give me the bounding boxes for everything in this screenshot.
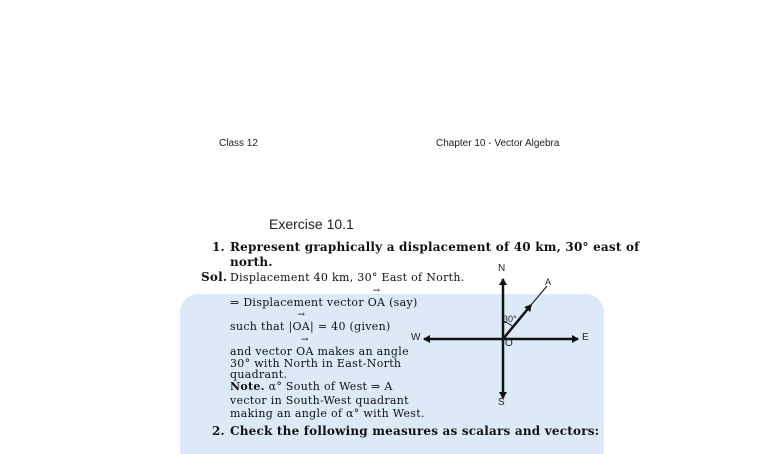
south-label: S	[498, 397, 505, 408]
solution-line3-suffix: | = 40 (given)	[310, 320, 391, 333]
vector-oa-label: OA	[292, 320, 311, 333]
north-label: N	[498, 263, 506, 274]
question-2-text: Check the following measures as scalars and vectors:	[230, 424, 600, 438]
note-line3: making an angle of α° with West.	[230, 407, 425, 420]
solution-line2-prefix: ⇒ Displacement vector	[230, 296, 364, 309]
solution-line6: quadrant.	[230, 368, 288, 381]
solution-line3-prefix: such that |	[230, 320, 293, 333]
vector-oa-label: OA	[367, 296, 386, 309]
vector-arrow-icon: →	[372, 286, 381, 296]
vector-oa-label: OA	[296, 345, 314, 358]
exercise-title: Exercise 10.1	[269, 216, 354, 232]
solution-line4-suffix: makes an angle	[317, 345, 409, 358]
note-line2: vector in South-West quadrant	[230, 394, 409, 407]
angle-label: 30°	[503, 314, 517, 324]
question-1-number: 1.	[212, 240, 225, 254]
class-label: Class 12	[219, 138, 258, 149]
solution-label: Sol.	[201, 270, 228, 284]
note-label: Note.	[230, 380, 265, 393]
question-1-text-line2: north.	[230, 255, 273, 269]
question-2-number: 2.	[212, 424, 225, 438]
origin-label: O	[505, 338, 513, 349]
vector-oa-extension	[531, 286, 547, 305]
point-a-label: A	[545, 277, 552, 287]
vector-arrow-icon: →	[297, 310, 306, 320]
solution-line4-prefix: and vector	[230, 345, 293, 358]
solution-line1: Displacement 40 km, 30° East of North.	[230, 271, 465, 284]
east-label: E	[582, 332, 589, 343]
chapter-label: Chapter 10 - Vector Algebra	[436, 138, 560, 149]
west-label: W	[411, 332, 421, 343]
vector-arrow-icon: →	[301, 335, 309, 345]
solution-line2-suffix: (say)	[389, 296, 418, 309]
question-1-text-line1: Represent graphically a displacement of 40 km, 30° east of	[230, 240, 640, 254]
note-line1-text: α° South of West ⇒ A	[268, 380, 393, 393]
solution-line5: 30° with North in East-North	[230, 357, 402, 370]
